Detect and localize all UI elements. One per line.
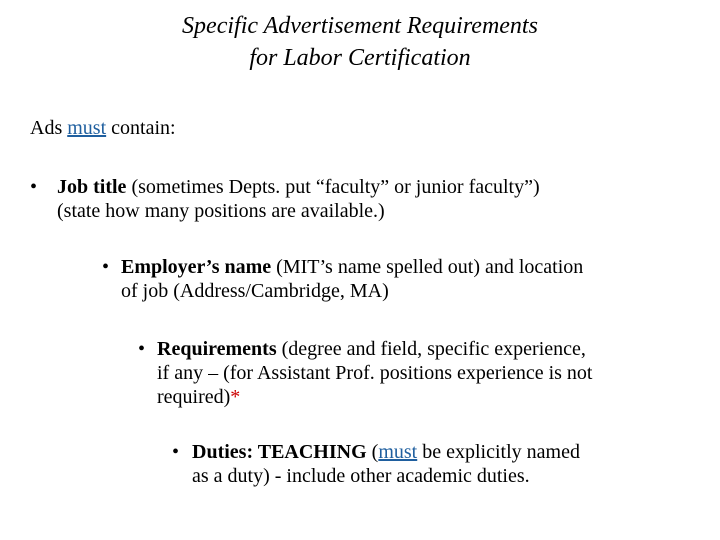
bullet-text: [172, 440, 580, 488]
bullet-heading: Requirements: [157, 338, 277, 360]
duties-must-emphasis: must: [378, 441, 418, 463]
bullet-line-3-text: required): [157, 386, 231, 408]
bullet-line-2: as a duty) - include other academic duties.: [192, 465, 530, 487]
intro-before: Ads: [30, 117, 68, 139]
bullet-dot: •: [138, 338, 146, 360]
title-line-1: Specific Advertisement Requirements: [182, 13, 538, 39]
bullet-text: [30, 175, 540, 223]
bullet-line-1-rest: (MIT’s name spelled out) and location: [271, 256, 584, 278]
slide-title: [0, 10, 720, 74]
intro-after: contain:: [106, 117, 176, 139]
bullet-line-1-rest: be explicitly named: [417, 441, 580, 463]
bullet-heading: Job title: [57, 176, 127, 198]
bullet-line-3: [157, 385, 593, 409]
bullet-employer-name: [102, 255, 583, 303]
asterisk-footnote-mark: *: [230, 386, 241, 408]
bullet-heading: Employer’s name: [121, 256, 272, 278]
bullet-line-2: if any – (for Assistant Prof. positions experience is not: [157, 362, 593, 384]
bullet-dot: •: [102, 256, 110, 278]
bullet-line-1: [121, 255, 583, 279]
bullet-requirements: [138, 337, 593, 409]
bullet-line-1-rest: (degree and field, specific experience,: [276, 338, 586, 360]
bullet-heading: Duties: TEACHING: [192, 441, 367, 463]
bullet-job-title: [30, 175, 540, 223]
bullet-line-2: of job (Address/Cambridge, MA): [121, 280, 389, 302]
bullet-line-2: (state how many positions are available.): [57, 200, 385, 222]
bullet-line-1: [57, 175, 540, 199]
bullet-line-1-rest: (sometimes Depts. put “faculty” or junior faculty”): [126, 176, 540, 198]
bullet-duties: [172, 440, 580, 488]
title-line-2: for Labor Certification: [249, 45, 471, 71]
bullet-text: [138, 337, 593, 409]
bullet-line-1: [157, 337, 593, 361]
bullet-line-1: [192, 440, 580, 464]
intro-text: [30, 116, 176, 140]
bullet-text: [102, 255, 583, 303]
bullet-dot: •: [30, 176, 38, 198]
bullet-dot: •: [172, 441, 180, 463]
bullet-paren-open: (: [366, 441, 379, 463]
intro-must-emphasis: must: [67, 117, 107, 139]
